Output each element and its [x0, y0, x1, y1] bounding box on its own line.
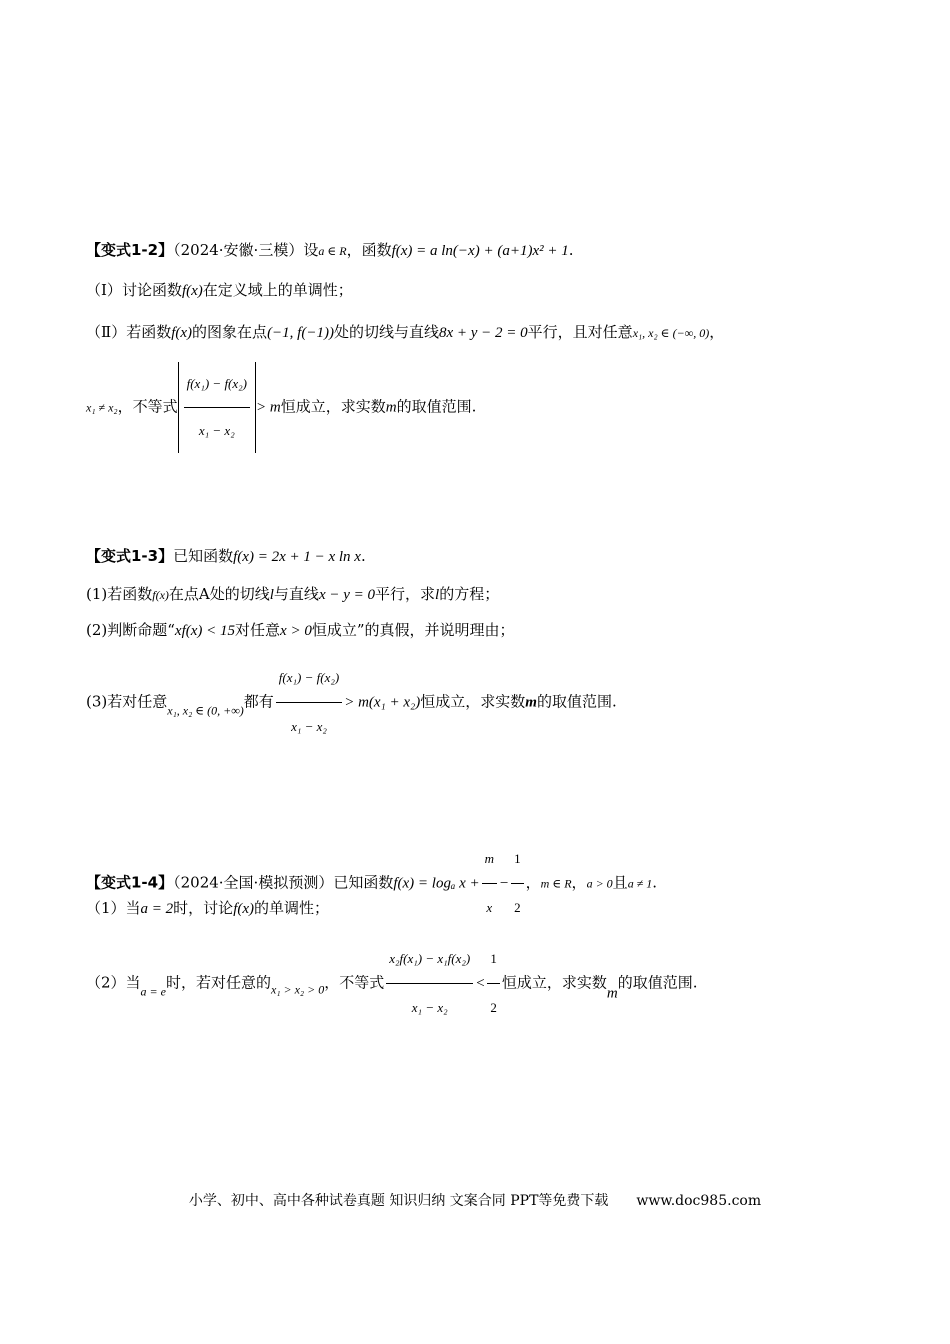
- problem-source: （2024·全国·模拟预测）: [173, 873, 334, 892]
- text: 设: [303, 241, 319, 259]
- text: 的单调性；: [254, 899, 330, 917]
- math-domain: x₁ > x₂ > 0: [271, 982, 325, 997]
- part-number: （Ⅰ）: [86, 281, 122, 299]
- problem-1-2-part-2: [86, 322, 910, 343]
- text: ，: [525, 873, 541, 892]
- text: 在定义域上的单调性；: [202, 281, 353, 299]
- text: 与直线: [273, 585, 319, 603]
- math-condition: a = e: [140, 984, 166, 999]
- text: 时，讨论: [173, 899, 234, 917]
- text: 已知函数: [333, 873, 394, 892]
- math-expr: f(x): [152, 588, 169, 602]
- numerator: f(x₁) − f(x₂): [276, 655, 342, 703]
- math-expr: f(x): [233, 901, 255, 917]
- denominator: 2: [514, 900, 521, 915]
- text: ，函数: [346, 241, 392, 259]
- text: 平行，且对任意: [527, 323, 633, 341]
- text: 对任意: [235, 621, 281, 639]
- math-inequality: xf(x) < 15: [174, 623, 236, 639]
- math-point: (−1, f(−1)): [267, 325, 334, 341]
- problem-1-3-part-3: [86, 655, 910, 750]
- denominator: x: [486, 900, 493, 915]
- text: 处的切线与直线: [333, 323, 439, 341]
- math-operator: −: [499, 875, 510, 892]
- math-var: m: [606, 985, 618, 1002]
- math-function: f(x) = logₐ x +: [393, 875, 480, 892]
- math-var: m: [525, 694, 537, 711]
- math-expr: f(x): [181, 283, 203, 299]
- problem-1-3-part-1: [86, 584, 910, 605]
- problem-1-4-part-2: [86, 936, 910, 1031]
- math-function: f(x) = a ln(−x) + (a+1)x² + 1: [391, 243, 569, 259]
- numerator: f(x₁) − f(x₂): [184, 362, 250, 408]
- math-operator: <: [475, 975, 486, 992]
- math-condition: x₁ ≠ x₂: [86, 400, 118, 415]
- text: (3)若对任意: [86, 692, 168, 711]
- problem-source: （2024·安徽·三模）: [173, 241, 304, 259]
- text: 恒成立，求实数: [501, 973, 607, 992]
- denominator: 2: [490, 1000, 497, 1015]
- numerator: 1: [487, 936, 500, 984]
- text: .: [652, 873, 658, 892]
- text: ，: [709, 323, 725, 341]
- math-domain: x₁, x₂ ∈ (−∞, 0): [632, 326, 710, 340]
- math-condition: x > 0: [280, 623, 312, 639]
- problem-1-4-part-1: [86, 898, 910, 919]
- text: （2）当: [86, 973, 141, 992]
- numerator: x₂f(x₁) − x₁f(x₂): [386, 936, 473, 984]
- math-var: m: [385, 399, 397, 416]
- text: 恒成立，求实数: [280, 397, 386, 416]
- math-var: l: [269, 587, 274, 603]
- fraction: [386, 936, 473, 1031]
- footer-text: 小学、初中、高中各种试卷真题 知识归纳 文案合同 PPT等免费下载: [188, 1193, 609, 1209]
- fraction: [487, 936, 500, 1031]
- text: .: [568, 241, 574, 259]
- math-expr: f(x): [171, 325, 193, 341]
- text: 已知函数: [173, 547, 234, 565]
- text: 的方程；: [439, 585, 500, 603]
- problem-1-2-part-1: [86, 280, 910, 301]
- text: 的取值范围.: [617, 973, 698, 992]
- problem-label: 【变式1-2】: [86, 241, 174, 259]
- math-inequality: > m: [256, 399, 281, 416]
- footer-link[interactable]: www.doc985.com: [636, 1193, 762, 1209]
- math-condition: a ∈ R: [318, 244, 347, 258]
- math-var: l: [435, 587, 440, 603]
- text: 讨论函数: [121, 281, 182, 299]
- fraction: [276, 655, 342, 750]
- math-domain: x₁, x₂ ∈ (0, +∞): [167, 703, 244, 718]
- problem-1-3-part-2: [86, 620, 910, 641]
- problem-1-2-part-2-continued: [86, 362, 910, 453]
- numerator: m: [482, 836, 497, 884]
- math-condition: a ≠ 1: [627, 876, 653, 891]
- math-line: 8x + y − 2 = 0: [438, 325, 528, 341]
- denominator: x₁ − x₂: [198, 423, 235, 438]
- text: 恒成立”的真假，并说明理由；: [311, 621, 515, 639]
- text: ，不等式: [324, 973, 385, 992]
- text: .: [360, 547, 366, 565]
- math-condition: a = 2: [140, 901, 174, 917]
- numerator: 1: [511, 836, 524, 884]
- text: 时，若对任意的: [165, 973, 271, 992]
- text: 都有: [243, 692, 274, 711]
- denominator: x₁ − x₂: [411, 1000, 448, 1015]
- text: 在点A处的切线: [168, 585, 270, 603]
- math-inequality: > m(x₁ + x₂): [344, 694, 421, 711]
- text: 的图象在点: [192, 323, 268, 341]
- text: (2)判断命题“: [86, 621, 175, 639]
- text: 的取值范围.: [396, 397, 477, 416]
- text: 若函数: [126, 323, 172, 341]
- fraction: [184, 362, 250, 453]
- problem-label: 【变式1-4】: [86, 873, 174, 892]
- denominator: x₁ − x₂: [291, 719, 327, 734]
- absolute-value: [178, 362, 256, 453]
- text: 的取值范围.: [536, 692, 617, 711]
- text: 且: [612, 873, 628, 892]
- problem-1-3-header: [86, 546, 910, 567]
- text: ，不等式: [117, 397, 178, 416]
- math-line: x − y = 0: [318, 587, 375, 603]
- math-function: f(x) = 2x + 1 − x ln x: [233, 549, 361, 565]
- part-number: （Ⅱ）: [86, 323, 127, 341]
- text: ，: [571, 873, 587, 892]
- text: 平行，求: [375, 585, 436, 603]
- text: 恒成立，求实数: [420, 692, 526, 711]
- math-condition: m ∈ R: [540, 876, 572, 891]
- problem-label: 【变式1-3】: [86, 547, 174, 565]
- problem-1-2-header: [86, 240, 910, 261]
- text: （1）当: [86, 899, 141, 917]
- page-footer: [0, 1190, 950, 1210]
- math-condition: a > 0: [586, 876, 613, 891]
- text: (1)若函数: [86, 585, 153, 603]
